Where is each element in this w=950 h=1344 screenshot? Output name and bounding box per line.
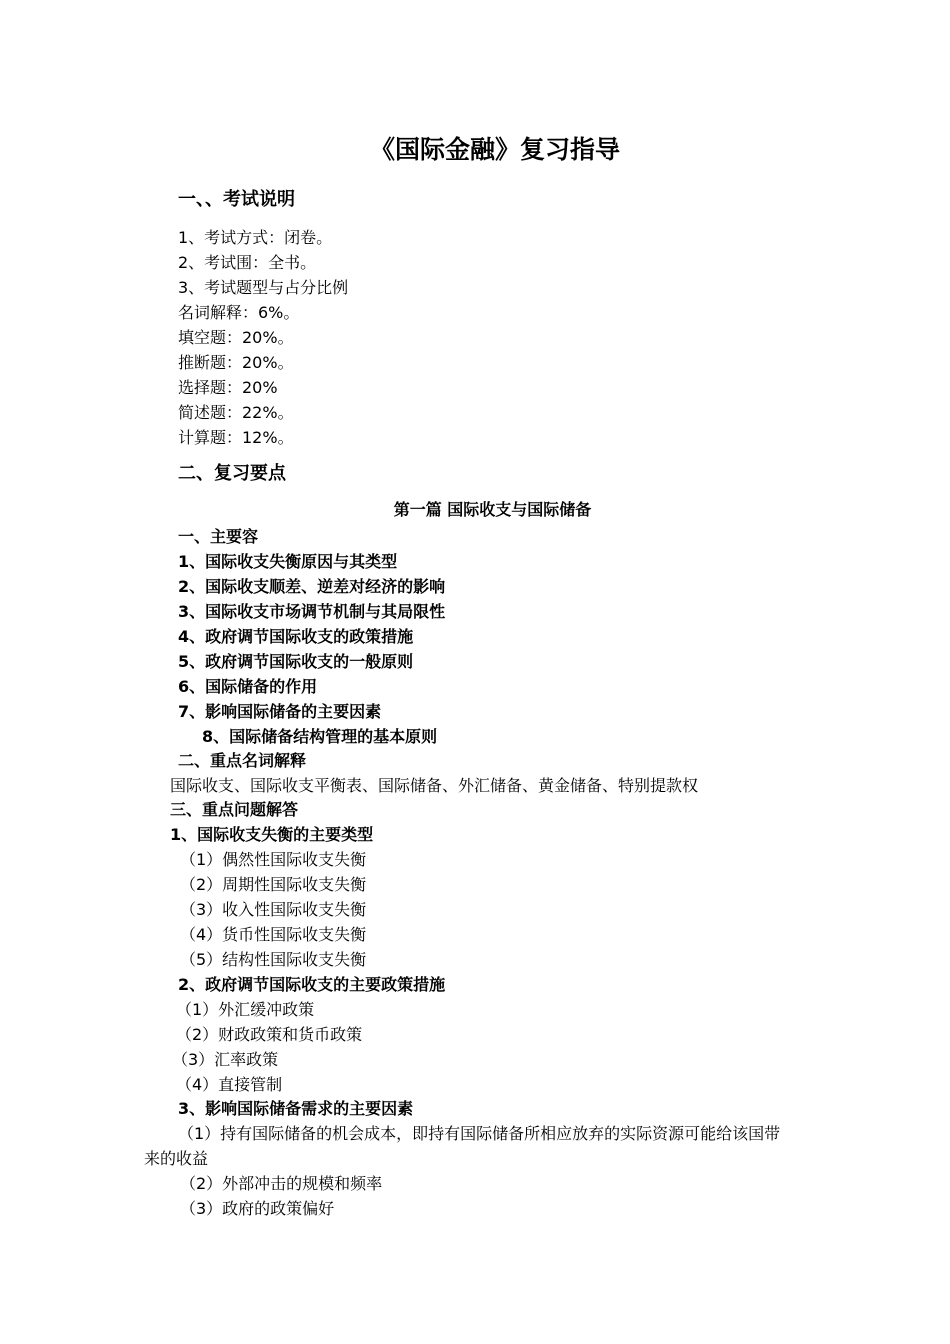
main-content-item: 7、影响国际储备的主要因素	[178, 702, 382, 721]
question-item: （3）收入性国际收支失衡	[180, 900, 367, 919]
exam-info-item: 1、考试方式：闭卷。	[178, 228, 333, 247]
exam-info-item: 2、考试围：全书。	[178, 253, 317, 272]
main-content-item: 6、国际储备的作用	[178, 677, 318, 696]
question-title: 3、影响国际储备需求的主要因素	[178, 1099, 414, 1118]
main-content-heading: 一、主要容	[178, 527, 259, 546]
exam-score-item: 简述题：22%。	[178, 403, 294, 422]
exam-score-item: 填空题：20%。	[178, 328, 294, 347]
section-heading-exam-info: 一、、考试说明	[178, 189, 295, 210]
question-item: （2）财政政策和货币政策	[176, 1025, 363, 1044]
document-title: 《国际金融》复习指导	[369, 135, 620, 164]
exam-score-item: 选择题：20%	[178, 378, 278, 397]
question-item: （2）周期性国际收支失衡	[180, 875, 367, 894]
question-item: （4）直接管制	[176, 1075, 283, 1094]
key-terms-text: 国际收支、国际收支平衡表、国际储备、外汇储备、黄金储备、特别提款权	[170, 776, 699, 795]
question-item: （1）外汇缓冲政策	[176, 1000, 315, 1019]
main-content-item: 3、国际收支市场调节机制与其局限性	[178, 602, 446, 621]
question-item: （5）结构性国际收支失衡	[180, 950, 367, 969]
question-item: （2）外部冲击的规模和频率	[180, 1174, 383, 1193]
question-item: （1）偶然性国际收支失衡	[180, 850, 367, 869]
key-questions-heading: 三、重点问题解答	[170, 800, 299, 819]
main-content-item: 8、国际储备结构管理的基本原则	[202, 727, 438, 746]
main-content-item: 4、政府调节国际收支的政策措施	[178, 627, 414, 646]
exam-score-item: 名词解释：6%。	[178, 303, 300, 322]
main-content-item: 2、国际收支顺差、逆差对经济的影响	[178, 577, 446, 596]
question-title: 2、政府调节国际收支的主要政策措施	[178, 975, 446, 994]
question-item: （3）汇率政策	[172, 1050, 279, 1069]
main-content-item: 5、政府调节国际收支的一般原则	[178, 652, 414, 671]
question-title: 1、国际收支失衡的主要类型	[170, 825, 374, 844]
exam-score-item: 推断题：20%。	[178, 353, 294, 372]
question-item: （1）持有国际储备的机会成本，即持有国际储备所相应放弃的实际资源可能给该国带	[178, 1124, 781, 1143]
key-terms-heading: 二、重点名词解释	[178, 751, 307, 770]
main-content-item: 1、国际收支失衡原因与其类型	[178, 552, 398, 571]
exam-score-item: 计算题：12%。	[178, 428, 294, 447]
question-item: （4）货币性国际收支失衡	[180, 925, 367, 944]
question-item: （3）政府的政策偏好	[180, 1199, 335, 1218]
part-title: 第一篇 国际收支与国际储备	[393, 500, 592, 519]
section-heading-review-points: 二、复习要点	[178, 463, 286, 484]
exam-info-item: 3、考试题型与占分比例	[178, 278, 349, 297]
question-item-continuation: 来的收益	[144, 1149, 209, 1168]
